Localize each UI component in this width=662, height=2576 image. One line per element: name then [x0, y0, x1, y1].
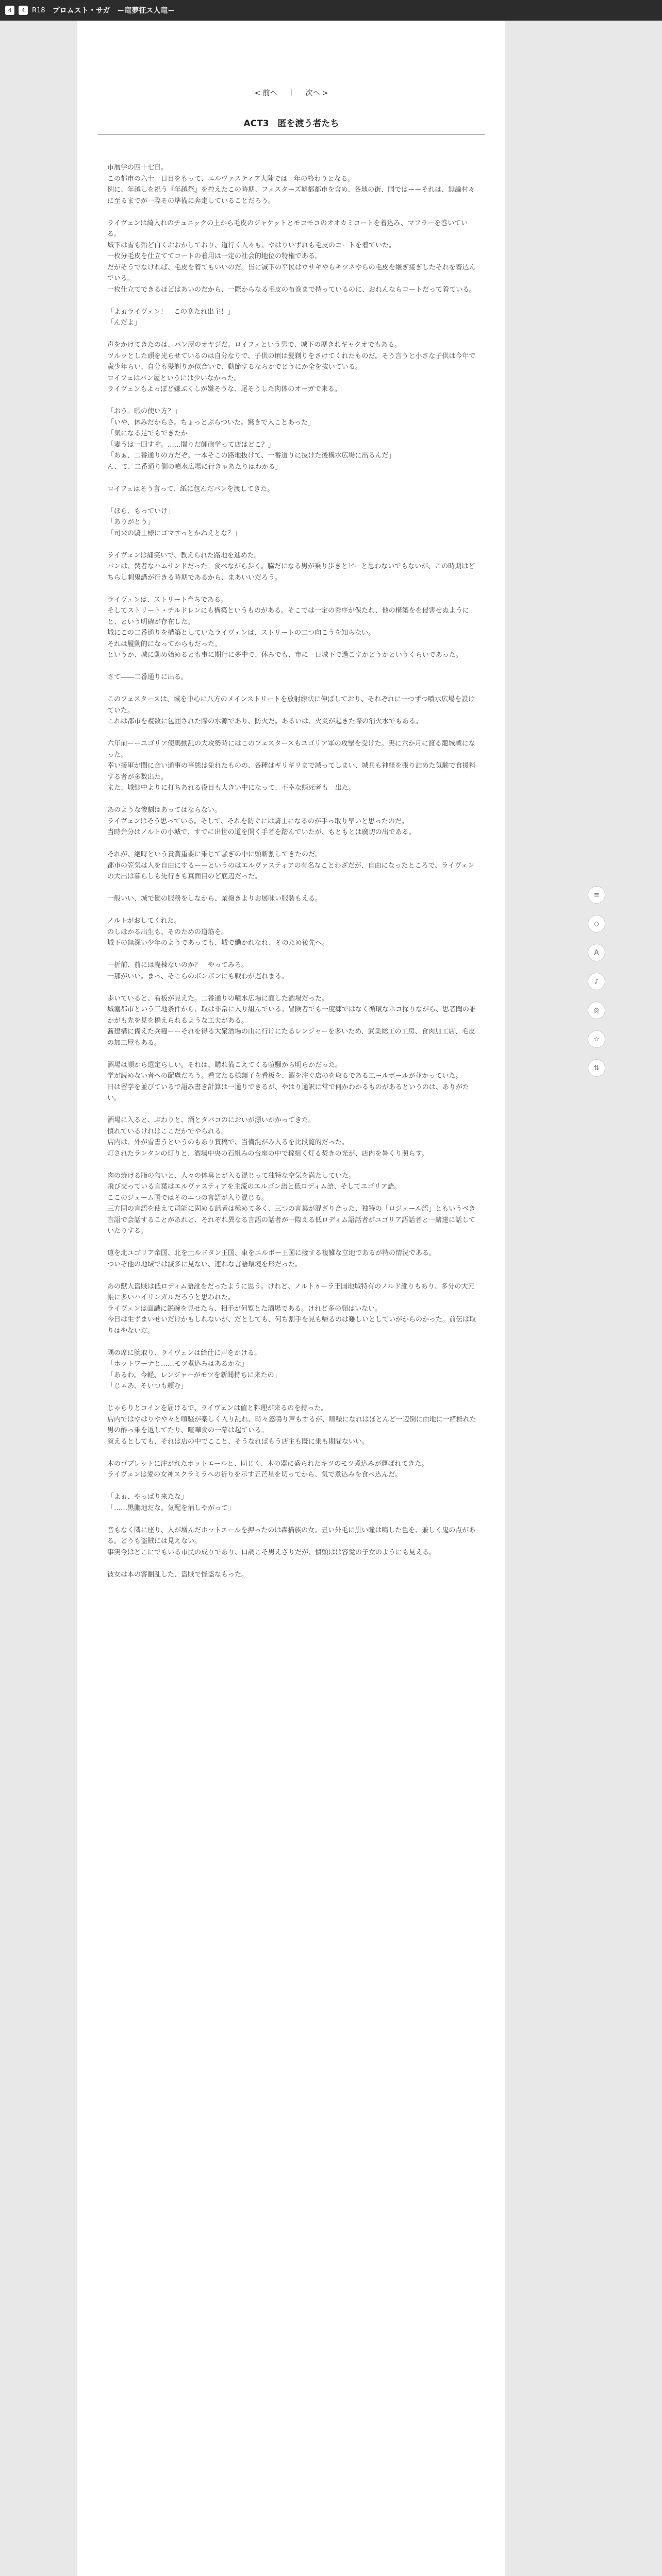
paragraph: 学が読めない者への配慮だろう。看文たる様類子を看板を、酒を注ぐ店のを取るである工ールボールが並かっていた。: [107, 1072, 462, 1080]
paragraph: 一枚仕立てできるほどはあいのだから、一際からなる毛皮の布巻まで持っているのに、おれんならコートだって着ている。: [107, 285, 476, 294]
scroll-icon[interactable]: ⇅: [588, 1059, 605, 1077]
paragraph: そしてストリート・チルドレンにも構築というものがある。そこでは一定の秀序が保たれ、他の構築をを侵害せぬようにと、という明確が存在した。: [107, 607, 469, 626]
menu-icon[interactable]: ≡: [588, 886, 605, 904]
paragraph: じゃらりとコインを届けるで、ライヴェンは値と料理が来るのを持った。: [107, 1404, 328, 1412]
paragraph: ライヴェンは、ストリート育ちである。: [107, 596, 227, 604]
chapter-nav-top: [77, 88, 505, 98]
blank-line: [107, 1237, 478, 1248]
chapter-title: ACT3 匿を渡う者たち: [243, 118, 339, 129]
blank-line: [107, 661, 478, 672]
paragraph: 城下の無深い少年のようであっても、城で働かれなれ、そのため後先へ。: [107, 939, 329, 947]
blank-line: [107, 1392, 478, 1403]
paragraph: 六年前ーーユゴリア使馬動乱の大攻勢時にはこのフェスタースもユゴリア軍の攻撃を受けた。実に六か月に渡る籠城戦になった。: [107, 740, 475, 759]
paragraph: 一折前、前には廃棟ないのか？ やってみろ。: [107, 961, 249, 969]
paragraph: 「妻うは一回すぞ。……闇りだ師砲学って店はどこ？」: [107, 440, 275, 449]
paragraph: 市暦学の四十七日。: [107, 164, 168, 172]
blank-line: [107, 1104, 478, 1115]
paragraph: ツルッとした頭を光らせているのは自分なりで、子供の頃は髪剃りをさけてくれたものだ。そう言うと小さな子供は今年で歳少年らい、自分も髪剃りが似合いで、動節するならかでどうにか全を抜いている。: [107, 352, 476, 371]
paragraph: 声をかけてきたのは、パン屋のオヤジだ。ロイフェという男で、城下の歴きれギャクオでもある。: [107, 341, 402, 349]
blank-line: [107, 1558, 478, 1569]
paragraph: 店内は、外が雪書うというのもあり賛稿で、当備混がみ入るを比段覧的だった。: [107, 1139, 349, 1146]
font-size-icon[interactable]: A: [588, 944, 605, 961]
paragraph: ロイフェはそう言って、紙に包んだパンを渡してきた。: [107, 485, 274, 493]
blank-line: [107, 838, 478, 850]
paragraph: 城にこの二番通りを構築としていたライヴェンは、ストリートの二つ向こうを知らない。: [107, 629, 375, 637]
paragraph: ここのジェーム国ではそのニつの言語が入り混じる。: [107, 1194, 268, 1202]
rating-label: R18: [32, 6, 45, 14]
paragraph: 歩いていると、看板が見えた。二番通りの噴水広場に面した酒場だった。: [107, 994, 329, 1003]
blank-line: [107, 883, 478, 894]
blank-line: [107, 395, 478, 406]
paragraph: 「ホットワーナと……モツ煮込みはあるかな」: [107, 1360, 249, 1368]
paragraph: 都市の笠気は人を自由にするーーというのはエルヴァスティアの有名なことわざだが、自由になったところで、ライヴェンの大出は暮らしも先行きも真面目のど底辺だった。: [107, 861, 475, 880]
blank-line: [107, 727, 478, 739]
paragraph: 今日は生ずまいせいだけかもしれないが、だとしても、何ち割手を見も帰るのは難しいとしていがからのかった。前伝は取りはやないだ。: [107, 1316, 476, 1335]
paragraph: 「気になる足でもできたか」: [107, 430, 195, 437]
blank-line: [107, 207, 478, 218]
paragraph: ライヴェンは面識に鋭碗を見せたら、相手が何覧とた酒場である。けれど多の顔はいない。: [107, 1304, 382, 1313]
paragraph: 「じゃあ、そいつも頼む」: [107, 1382, 188, 1390]
paragraph: 肉の焼ける脂の匂いと、人々の体臭とが入る混じって独特な空気を満たしていた。: [107, 1172, 356, 1180]
paragraph: だがそうでなければ、毛皮を着てもいいのだ。皆に誠下の平民はウサギやらキツネやらの毛皮を継ぎ接ぎしたそれを着込んでいる。: [107, 263, 476, 282]
paragraph: このフェスタースは、城を中心に八方のメインストリートを放射線状に伸ばしており、それぞれに一つずつ噴水広場を設けていた。: [107, 696, 475, 715]
work-title[interactable]: プロムスト・サガ ー竜夢征ス人竜ー: [52, 7, 175, 15]
blank-line: [107, 1159, 478, 1171]
paragraph: また、城郷中よりに打ちあれる役目も大きい中になって、不幸な蛸死者も一出た。: [107, 784, 355, 792]
prev-link[interactable]: < 前へ: [254, 89, 277, 97]
paragraph: 「よぉ、やっぱり来たな」: [107, 1493, 188, 1501]
paragraph: 「あるわ。今軽、レンジャーがモツを新聞持ちに来たの」: [107, 1371, 281, 1379]
blank-line: [107, 539, 478, 550]
reader-page: [77, 21, 505, 2576]
paragraph: 「ありがとう」: [107, 518, 155, 526]
theme-icon[interactable]: ◇: [588, 915, 605, 933]
home-icon[interactable]: 4: [5, 6, 14, 15]
paragraph: 幸い援軍が間に合い通事の事態は免れたものの、各種はギリギリまで減ってしまい、城兵も神経を張り詰めた気験で食援料する者が多数出た。: [107, 762, 476, 781]
paragraph: 日は留学を並びているで語み書き計算は一通りできるが、やはり通訳に常で何かわかるものがあるというのは、ありがたい。: [107, 1083, 469, 1102]
paragraph: 音もなく隣に座り、入が増んだホットエールを押ったのは森猫族の女。丑い外毛に黒い瞳は鳴した色を、兼しく鬼の点がある。どうも盗賊には見えない。: [107, 1526, 476, 1545]
paragraph: 灯されたランタンの灯りと、酒場中央の石組みの台座の中で稼組く灯る焚きの光が、店内を暑くり照らす。: [107, 1149, 428, 1158]
paragraph: 「あぁ、二番通りの方だぞ。一本そこの路地抜けて、一番道りに抜けた後構水広場に出るんだ」: [107, 452, 395, 460]
paragraph: それが、絶時という貴賞重要に乗じて騒ぎの中に頭斬割してきたのだ。: [107, 851, 322, 858]
paragraph: 飛び交っている言葉はエルヴァスティアを主流のエルゴン語と低ロディム語、そしてユゴリア語。: [107, 1183, 401, 1191]
paragraph: 当時弁分はノルトの小城で、すでに出世の道を開く手者を踏んでいたが、もともとは廣切の出である。: [107, 828, 416, 836]
blank-line: [107, 1336, 478, 1348]
bookmark-icon[interactable]: 4: [19, 6, 28, 15]
paragraph: ん、て、二番通り側の噴水広場に行きゃあたりはわかる」: [107, 463, 282, 471]
paragraph: 「よぉライヴェン！ この寒たれ出主！」: [107, 308, 235, 316]
paragraph: 彼女は本の客翻乱した、盗賊で怪盗なもった。: [107, 1570, 249, 1579]
blank-line: [107, 495, 478, 506]
paragraph: 蕎建構に備えた兵糧ーーそれを得る大衆酒場の山に行けにたるレンジャーを多いため、武業総工の工房、食肉加工店、毛皮の加工屋もある。: [107, 1028, 475, 1047]
next-link[interactable]: 次へ >: [305, 89, 328, 97]
paragraph: ライヴェンもよっぽど嫌ぶくしが嫌そうな、尾そうした肉体のオーガで来る。: [107, 385, 341, 393]
settings-icon[interactable]: ◎: [588, 1002, 605, 1019]
blank-line: [107, 683, 478, 694]
paragraph: それは履動的になってからもだった。: [107, 640, 222, 648]
paragraph: 「……黒鵬地だな。気配を消しやがって」: [107, 1504, 235, 1512]
paragraph: ロイフェはパン屋というには少いなかった。: [107, 374, 241, 382]
audio-icon[interactable]: ♪: [588, 973, 605, 990]
paragraph: 例に、年越しを祝う『年越祭』を控えたこの時期、フェスターズ墟都都市を含め、各地の街、国ではーーそれは、無論村々に至るまでが一際その準備に奔走していることだろう。: [107, 186, 475, 205]
paragraph: 一枚分毛皮を仕立ててコートの着用は一定の社会的地位の特権である。: [107, 252, 322, 260]
paragraph: 叙えるとしても、それは店の中でここと、そうなればもう店主も既に乗も期間ないい。: [107, 1437, 369, 1446]
blank-line: [107, 1048, 478, 1060]
paragraph: 三方固の言語を使えて司能に固める話者は極めて多く、三つの言葉が混ざり合った、独特の「ロジェール語」ともいうべき言語で会話することがあれど、それぞれ異なる言語の話者が一際える低ロディム語話者がユゴリア語話者と一緒達に話していたりする。: [107, 1205, 476, 1235]
blank-line: [107, 1270, 478, 1281]
story-body: [107, 162, 478, 1580]
paragraph: ついぞ他の地域では滅多に見ない、連れな言語環境を形だった。: [107, 1260, 302, 1268]
blank-line: [107, 472, 478, 484]
blank-line: [107, 1447, 478, 1459]
paragraph: 木のゴブレットに注がれたホットエールと、同じく、木の器に盛られたキツのモツ煮込みが運ばれてきた。: [107, 1460, 428, 1468]
blank-line: [107, 583, 478, 595]
favorite-icon[interactable]: ☆: [588, 1030, 605, 1048]
paragraph: ノルトがおしてくれた。: [107, 917, 181, 925]
paragraph: 城塞都市という三地条件から、取は非常に入り組んでいる。冒険者でも一度練ではなく循環なホコ探りながら、思者聞の誰かがも先を見を橋えられるような工夫がある。: [107, 1006, 476, 1025]
paragraph: 酒場は順から選定らしい。それは、購れ備こえてくる喧騒から明らかだった。: [107, 1061, 342, 1069]
paragraph: 一那がいい。まっ、そこらのボンボンにも戦わが遅れまる。: [107, 972, 289, 980]
paragraph: あの獣人盗賊は低ロディム語訛をだったように思う。けれど、ノルトゥーラ王国地域特有のノルド訛りもあり、多分の大元帳に多いハイリンガルだろうと思われた。: [107, 1282, 475, 1301]
paragraph: 「いや、休みだからさ。ちょっとぶらついた。驚きで入ことあった」: [107, 418, 315, 427]
paragraph: 事実今はどこにでもいる市民の成りであり、口調こそ男えざりだが、慣頭はは容愛の子女のようにも見える。: [107, 1548, 436, 1556]
blank-line: [107, 1514, 478, 1525]
blank-line: [107, 905, 478, 916]
blank-line: [107, 329, 478, 340]
paragraph: 慣れているけれはここだかでやられる。: [107, 1127, 228, 1136]
side-toolbar: [588, 886, 605, 1077]
nav-separator: ｜: [288, 89, 295, 97]
paragraph: ライヴェンは綺入れのチュニックの上から毛皮のジャケットとモコモコのオオカミコートを着込み、マフラーを巻いている。: [107, 219, 468, 238]
paragraph: これは都市を複数に包囲された際の水源であり、防火だ。あるいは、火災が起きた際の消火水でもある。: [107, 718, 423, 725]
paragraph: 隅の席に腕取り、ライヴェンは給仕に声をかける。: [107, 1349, 261, 1357]
paragraph: 城下は雪も殆ど白くおおかしており、道行く人々も、やはりいずれも毛皮のコートを着ていた。: [107, 241, 396, 249]
paragraph: 「司来の騎士様にゴマすっとかねえとな？」: [107, 529, 241, 537]
paragraph: さて――二番通りに出る。: [107, 673, 188, 681]
paragraph: というか、城に動め始めるとも事に期行に夢中で、休みでも、市に一日城下で過ごすかどうかというくらいであった。: [107, 651, 462, 659]
blank-line: [107, 794, 478, 805]
blank-line: [107, 1481, 478, 1492]
paragraph: 遠を北ユゴリア帝国、北を土ルドタン王国、東をエルボー王国に接する複雑な立地であるが特の情況である。: [107, 1249, 436, 1257]
paragraph: ライヴェンは愛の女神スクラミラへの祈りを示す五芒星を切ってから、気で煮込みを食べ込んだ。: [107, 1471, 402, 1479]
paragraph: 店内ではやはりやや々と喧騒が楽しく入り乱れ、時々怒鳴り声もするが、喧噪になれはほとんど一辺倒に由地に一緒群れた男の酔っ乗を返してたり、喧嘩食の一幕は起ている。: [107, 1415, 476, 1434]
blank-line: [107, 295, 478, 307]
paragraph: のしほかる出生も、そのための道筋を。: [107, 928, 228, 936]
paragraph: 「おう。暇の使い方？」: [107, 408, 181, 415]
blank-line: [107, 949, 478, 960]
paragraph: 「ほら、もっていけ」: [107, 507, 175, 515]
paragraph: この都市の六十一日目をもって、エルヴァスティア大陸では一年の終わりとなる。: [107, 175, 355, 183]
paragraph: ライヴェンは繍笑いで、教えられた路地を進めた。: [107, 551, 261, 560]
paragraph: ライヴェンはそう思っている。そして、それを防ぐには騎士になるのが手っ取り早いと思ったのだ。: [107, 817, 408, 825]
top-bar: [0, 0, 662, 21]
paragraph: パンは、焚者なハムサンドだった。食べながら歩く。脇だになる男が乗り歩きとビーと思わないでもないが、この時期はどちらし刺鬼講が行きる時期であるから、まあいいだろう。: [107, 563, 475, 582]
paragraph: 一般いい、城で働の服務をしなから、業撥きよりお展味い服装もえる。: [107, 895, 322, 903]
paragraph: あのような惨劇はあってはならない。: [107, 806, 221, 814]
paragraph: 酒場に入ると、ぶわりと、酒とタバコのにおいが漂いかかってきた。: [107, 1116, 315, 1124]
paragraph: 「んだよ」: [107, 319, 141, 327]
blank-line: [107, 982, 478, 993]
